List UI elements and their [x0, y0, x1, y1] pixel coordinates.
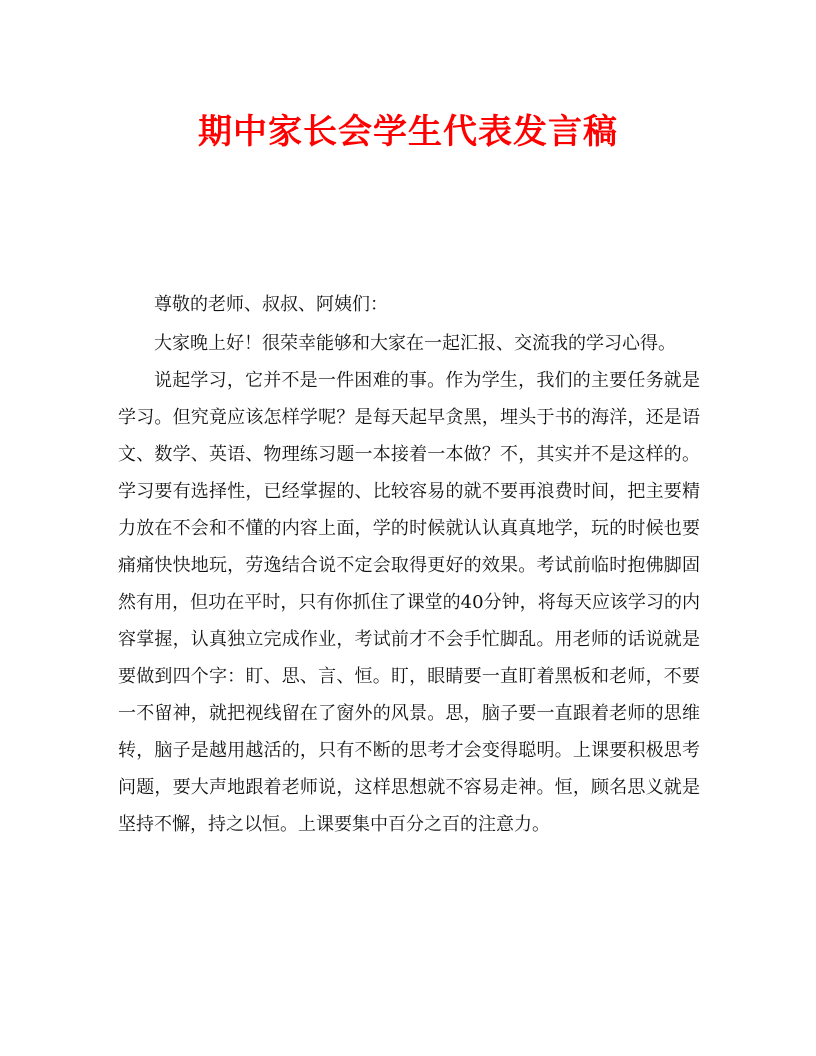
document-body [118, 286, 700, 843]
document-title: 期中家长会学生代表发言稿 [198, 112, 618, 152]
body-paragraph: 说起学习，它并不是一件困难的事。作为学生，我们的主要任务就是学习。但究竟应该怎样学呢？是每天起早贪黑，埋头于书的海洋，还是语文、数学、英语、物理练习题一本接着一本做？不，其实并不是这样的。学习要有选择性，已经掌握的、比较容易的就不要再浪费时间，把主要精力放在不会和不懂的内容上面，学的时候就认认真真地学，玩的时候也要痛痛快快地玩，劳逸结合说不定会取得更好的效果。考试前临时抱佛脚固然有用，但功在平时，只有你抓住了课堂的40分钟，将每天应该学习的内容掌握，认真独立完成作业，考试前才不会手忙脚乱。用老师的话说就是要做到四个字：盯、思、言、恒。盯，眼睛要一直盯着黑板和老师，不要一不留神，就把视线留在了窗外的风景。思，脑子要一直跟着老师的思维转，脑子是越用越活的，只有不断的思考才会变得聪明。上课要积极思考问题，要大声地跟着老师说，这样思想就不容易走神。恒，顾名思义就是坚持不懈，持之以恒。上课要集中百分之百的注意力。 [118, 370, 700, 835]
opening-paragraph: 大家晚上好！很荣幸能够和大家在一起汇报、交流我的学习心得。 [154, 333, 676, 354]
greeting-paragraph: 尊敬的老师、叔叔、阿姨们： [154, 294, 388, 315]
